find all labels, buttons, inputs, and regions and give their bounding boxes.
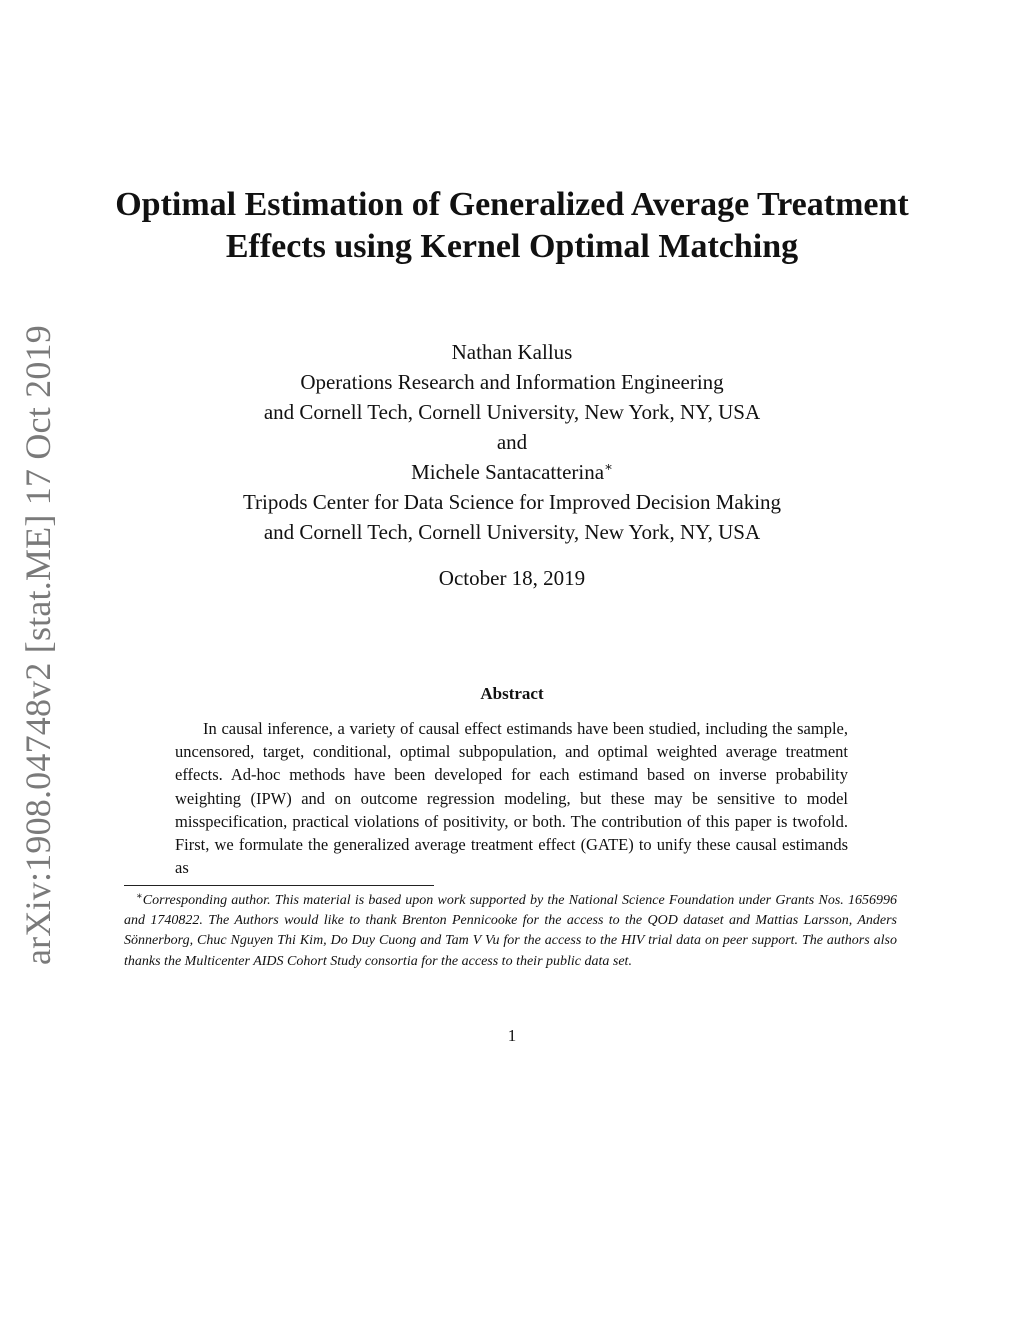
footnote	[124, 891, 897, 972]
author-conjunction: and	[496, 430, 528, 454]
page-number: 1	[507, 1026, 517, 1045]
paper-date: October 18, 2019	[438, 566, 586, 590]
arxiv-identifier-stamp: arXiv:1908.04748v2 [stat.ME] 17 Oct 2019	[18, 325, 58, 965]
author-affiliation-2-line-2: and Cornell Tech, Cornell University, New York, NY, USA	[263, 520, 761, 544]
footnote-mark: ∗	[136, 891, 143, 902]
author-block	[110, 337, 914, 547]
paper-title: Optimal Estimation of Generalized Average Treatment Effects using Kernel Optimal Matching	[115, 186, 909, 265]
author-name-1: Nathan Kallus	[451, 340, 573, 364]
abstract-text: In causal inference, a variety of causal effect estimands have been studied, including the sample, uncensored, target, conditional, optimal subpopulation, and optimal weighted average treatment effects. Ad-hoc methods have been developed for each estimand based on inverse probability weighting (IPW) and on outcome regression modeling, but these may be sensitive to model misspecification, practical violations of positivity, or both. The contribution of this paper is twofold. First, we formulate the generalized average treatment effect (GATE) to unify these causal estimands as	[175, 719, 848, 878]
author-affiliation-1-line-1: Operations Research and Information Engineering	[300, 370, 724, 394]
footnote-divider	[124, 885, 434, 886]
author-name-2: Michele Santacatterina	[411, 460, 605, 484]
footnote-text: Corresponding author. This material is based upon work supported by the National Science Foundation under Grants Nos. 1656996 and 1740822. The Authors would like to thank Brenton Pennicooke for the access to the QOD dataset and Mattias Larsson, Anders Sönnerborg, Chuc Nguyen Thi Kim, Do Duy Cuong and Tam V Vu for the access to the HIV trial data on peer support. The authors also thanks the Multicenter AIDS Cohort Study consortia for the access to their public data set.	[124, 893, 897, 969]
author-affiliation-1-line-2: and Cornell Tech, Cornell University, New York, NY, USA	[263, 400, 761, 424]
author-name-2-line	[110, 457, 914, 487]
author-affiliation-2-line-1: Tripods Center for Data Science for Improved Decision Making	[242, 490, 782, 514]
author-footnote-mark[interactable]: ∗	[604, 459, 613, 474]
abstract-heading: Abstract	[480, 684, 544, 703]
